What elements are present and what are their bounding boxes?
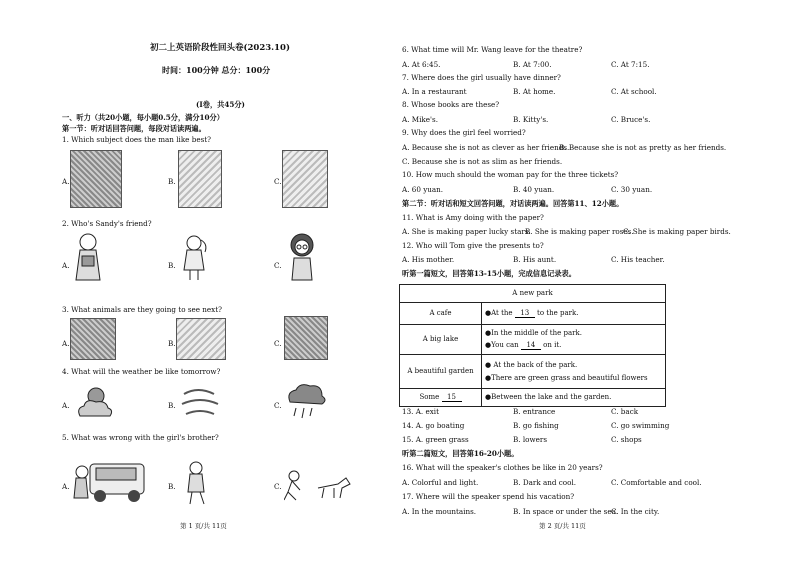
q11-option-b: B. She is making paper roses. <box>525 227 634 236</box>
exam-title: 初二上英语阶段性回头卷(2023.10) <box>150 43 290 53</box>
windy-weather-icon <box>178 382 222 422</box>
page-footer-right: 第 2 页/共 11页 <box>539 522 586 530</box>
page-right <box>397 0 794 561</box>
q9-option-a: A. Because she is not as clever as her friends. <box>402 143 570 152</box>
q15-option-b: B. lowers <box>513 435 548 444</box>
q11-option-a: A. She is making paper lucky stars. <box>402 227 531 236</box>
q6-option-b: B. At 7:00. <box>513 60 552 69</box>
q1-option-c-label: C. <box>274 177 282 186</box>
table-row-some-label <box>400 389 482 407</box>
boy-with-car-image <box>70 458 148 504</box>
lake-detail-pre: ●You can <box>485 340 519 349</box>
listen-passage1-heading: 听第一篇短文，回答第13-15小题，完成信息记录表。 <box>402 269 576 278</box>
q11-option-c: C. She is making paper birds. <box>623 227 731 236</box>
q7-option-b: B. At home. <box>513 87 556 96</box>
q9-option-c: C. Because she is not as slim as her friends. <box>402 157 563 166</box>
q13-option-c: C. back <box>611 407 639 416</box>
q10-option-a: A. 60 yuan. <box>402 185 444 194</box>
table-row-cafe-label: A cafe <box>400 303 482 325</box>
q13-option-b: B. entrance <box>513 407 556 416</box>
q13-option-a: 13. A. exit <box>402 407 439 416</box>
table-row-garden-detail <box>482 355 666 389</box>
q8-option-b: B. Kitty's. <box>513 115 549 124</box>
q4-option-b-label: B. <box>168 401 176 410</box>
chinese-book-image <box>178 150 222 208</box>
garden-detail-line1: ● At the back of the park. <box>485 361 578 370</box>
volume-label: (I卷，共45分) <box>196 100 245 109</box>
rainy-weather-icon <box>284 380 328 424</box>
q7-option-a: A. In a restaurant <box>402 87 467 96</box>
question-1: 1. Which subject does the man like best? <box>62 135 211 144</box>
garden-detail-line2: ●There are green grass and beautiful flowers <box>485 373 648 382</box>
blank-14[interactable]: 14 <box>521 341 541 350</box>
q12-option-c: C. His teacher. <box>611 255 665 264</box>
q3-option-c-label: C. <box>274 339 282 348</box>
part1-heading: 第一节：听对话回答问题，每段对话读两遍。 <box>62 124 206 133</box>
question-8: 8. Whose books are these? <box>402 100 500 109</box>
q1-option-a-label: A. <box>62 177 70 186</box>
q10-option-b: B. 40 yuan. <box>513 185 555 194</box>
table-row-lake-label: A big lake <box>400 325 482 355</box>
girl-with-glasses-image <box>284 232 320 282</box>
q17-option-c: C. In the city. <box>611 507 660 516</box>
girl-ponytail-image <box>178 234 210 282</box>
blank-13[interactable]: 13 <box>515 309 535 318</box>
q2-option-c-label: C. <box>274 261 282 270</box>
listen-passage2-heading: 听第二篇短文，回答第16-20小题。 <box>402 449 519 458</box>
question-16: 16. What will the speaker's clothes be like in 20 years? <box>402 463 603 472</box>
page-footer-left: 第 1 页/共 11页 <box>180 522 227 530</box>
girl-with-book-image <box>70 232 106 282</box>
table-row-cafe-detail <box>482 303 666 325</box>
table-header: A new park <box>400 285 666 303</box>
boy-chased-by-dog-image <box>284 470 354 504</box>
section1-heading: 一、听力（共20小题，每小题0.5分，满分10分） <box>62 113 224 122</box>
lake-detail-line1: ●In the middle of the park. <box>485 329 582 338</box>
q8-option-c: C. Bruce's. <box>611 115 651 124</box>
question-7: 7. Where does the girl usually have dinner? <box>402 73 561 82</box>
q2-option-a-label: A. <box>62 261 70 270</box>
cafe-detail-post: to the park. <box>537 308 579 317</box>
question-3: 3. What animals are they going to see next? <box>62 305 222 314</box>
blank-15[interactable]: 15 <box>442 393 462 402</box>
q14-option-a: 14. A. go boating <box>402 421 465 430</box>
book-image <box>282 150 328 208</box>
animal-photo-b <box>176 318 226 360</box>
q4-option-c-label: C. <box>274 401 282 410</box>
q2-option-b-label: B. <box>168 261 176 270</box>
q14-option-b: B. go fishing <box>513 421 559 430</box>
english-book-image <box>70 150 122 208</box>
some-label-pre: Some <box>419 392 440 401</box>
question-12: 12. Who will Tom give the presents to? <box>402 241 544 250</box>
sunny-cloud-weather-icon <box>72 382 116 422</box>
q16-option-c: C. Comfortable and cool. <box>611 478 702 487</box>
question-5: 5. What was wrong with the girl's brother? <box>62 433 219 442</box>
q5-option-b-label: B. <box>168 482 176 491</box>
time-info: 时间：100分钟 总分：100分 <box>162 65 271 75</box>
question-17: 17. Where will the speaker spend his vacation? <box>402 492 575 501</box>
q4-option-a-label: A. <box>62 401 70 410</box>
q5-option-a-label: A. <box>62 482 70 491</box>
question-4: 4. What will the weather be like tomorrow? <box>62 367 221 376</box>
q17-option-b: B. In space or under the sea. <box>513 507 619 516</box>
table-row-some-detail: ●Between the lake and the garden. <box>482 389 666 407</box>
q6-option-c: C. At 7:15. <box>611 60 650 69</box>
question-9: 9. Why does the girl feel worried? <box>402 128 526 137</box>
q15-option-a: 15. A. green grass <box>402 435 469 444</box>
q8-option-a: A. Mike's. <box>402 115 438 124</box>
question-10: 10. How much should the woman pay for the three tickets? <box>402 170 619 179</box>
q17-option-a: A. In the mountains. <box>402 507 477 516</box>
q3-option-b-label: B. <box>168 339 176 348</box>
lake-detail-post: on it. <box>543 340 562 349</box>
q15-option-c: C. shops <box>611 435 642 444</box>
animal-photo-c <box>284 316 328 360</box>
q12-option-b: B. His aunt. <box>513 255 557 264</box>
q1-option-b-label: B. <box>168 177 176 186</box>
q16-option-a: A. Colorful and light. <box>402 478 479 487</box>
question-11: 11. What is Amy doing with the paper? <box>402 213 544 222</box>
q9-option-b: B. Because she is not as pretty as her friends. <box>559 143 727 152</box>
table-row-lake-detail <box>482 325 666 355</box>
q5-option-c-label: C. <box>274 482 282 491</box>
q3-option-a-label: A. <box>62 339 70 348</box>
q7-option-c: C. At school. <box>611 87 657 96</box>
q10-option-c: C. 30 yuan. <box>611 185 653 194</box>
q6-option-a: A. At 6:45. <box>402 60 441 69</box>
q12-option-a: A. His mother. <box>402 255 455 264</box>
cafe-detail-pre: ●At the <box>485 308 513 317</box>
animal-photo-a <box>70 318 116 360</box>
question-2: 2. Who's Sandy's friend? <box>62 219 152 228</box>
q14-option-c: C. go swimming <box>611 421 670 430</box>
boy-standing-image <box>178 460 218 506</box>
info-table <box>399 284 666 407</box>
part2-heading: 第二节：听对话和短文回答问题，对话读两遍。回答第11、12小题。 <box>402 199 624 208</box>
table-row-garden-label: A beautiful garden <box>400 355 482 389</box>
question-6: 6. What time will Mr. Wang leave for the theatre? <box>402 45 583 54</box>
q16-option-b: B. Dark and cool. <box>513 478 577 487</box>
